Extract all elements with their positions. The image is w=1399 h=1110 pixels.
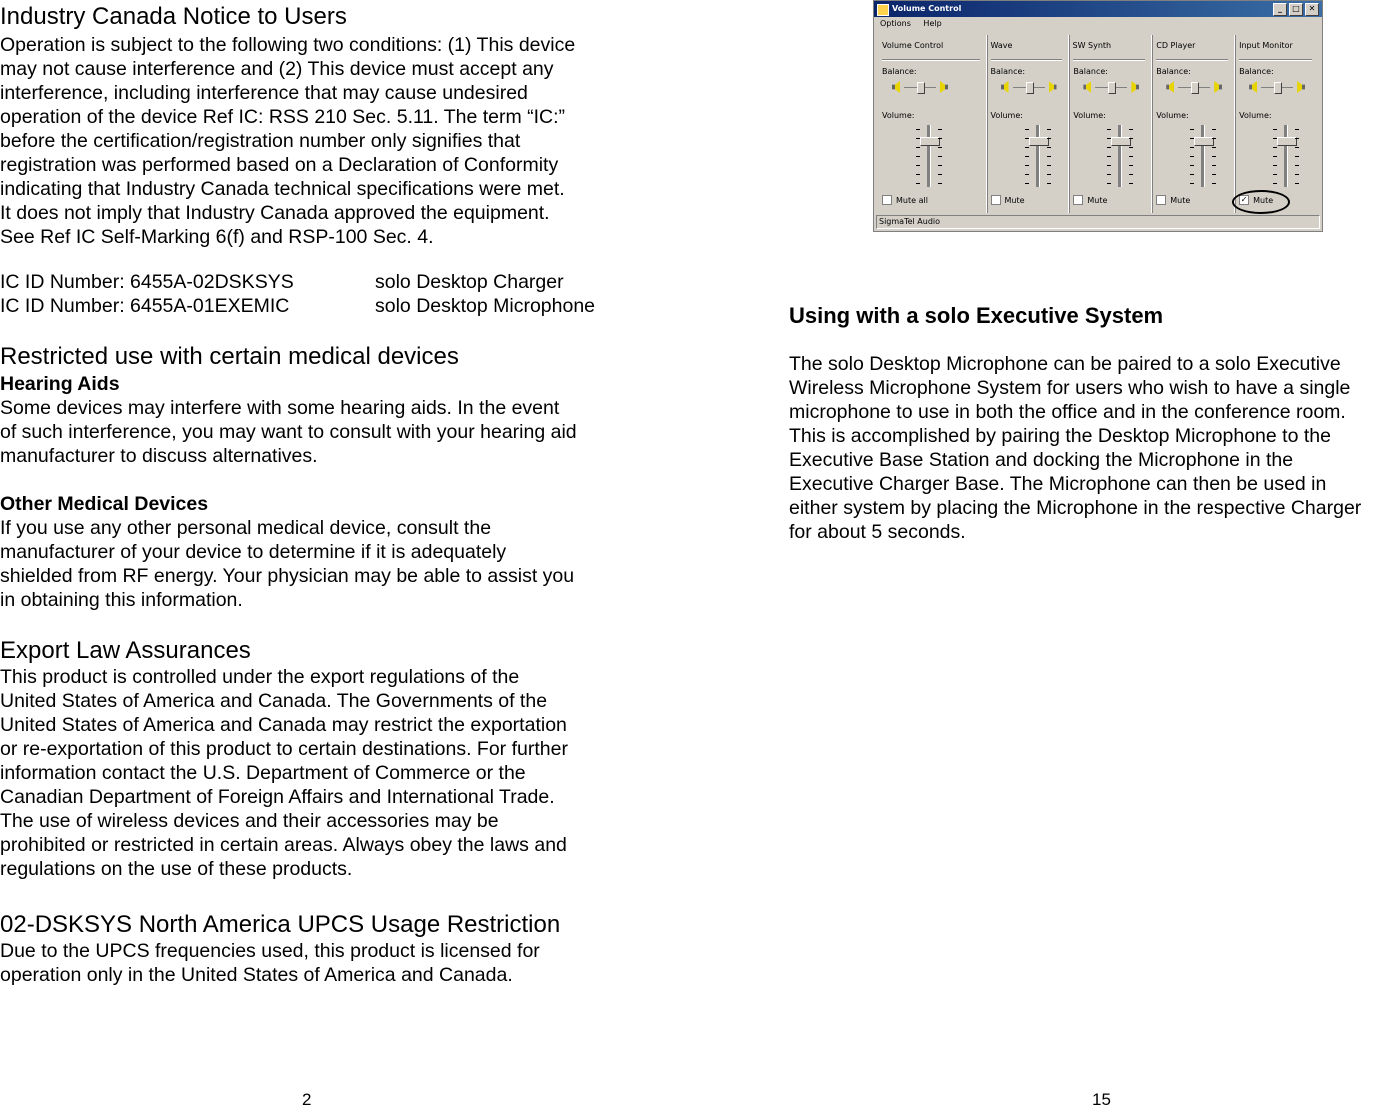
slider-tick	[916, 174, 920, 175]
mute-checkbox[interactable]	[1073, 195, 1107, 205]
slider-tick	[1295, 147, 1299, 148]
speaker-right-icon	[1049, 81, 1057, 93]
mixer-column-input-monitor	[1235, 35, 1318, 213]
balance-label: Balance:	[990, 67, 1026, 76]
mute-label: Mute	[1087, 195, 1108, 205]
checkbox-box[interactable]	[1073, 195, 1083, 205]
volume-slider[interactable]	[1188, 125, 1218, 187]
slider-tick	[1107, 129, 1111, 130]
ic-id-description: solo Desktop Microphone	[375, 295, 596, 317]
column-name: Input Monitor	[1239, 41, 1293, 50]
restricted-use-heading: Restricted use with certain medical devices	[0, 343, 459, 370]
page-number: 15	[1092, 1090, 1111, 1109]
slider-tick	[1129, 147, 1133, 148]
volume-thumb[interactable]	[1277, 137, 1297, 146]
slider-tick	[1212, 129, 1216, 130]
ic-id-description: solo Desktop Charger	[375, 271, 564, 293]
checkbox-box[interactable]	[1156, 195, 1166, 205]
slider-tick	[1273, 174, 1277, 175]
slider-tick	[1129, 183, 1133, 184]
speaker-left-icon	[1249, 81, 1257, 93]
column-name: Wave	[990, 41, 1013, 50]
checkbox-box-checked[interactable]: ✓	[1240, 195, 1248, 204]
menu-help[interactable]: Help	[923, 19, 942, 28]
slider-tick	[1025, 156, 1029, 157]
industry-canada-heading: Industry Canada Notice to Users	[0, 3, 347, 30]
speaker-right-icon	[1131, 81, 1139, 93]
slider-tick	[1107, 147, 1111, 148]
slider-tick	[916, 183, 920, 184]
slider-tick	[1107, 165, 1111, 166]
slider-tick	[1190, 138, 1194, 139]
menu-bar	[874, 17, 1322, 31]
volume-slider[interactable]	[914, 125, 944, 187]
slider-tick	[1273, 147, 1277, 148]
slider-tick	[1212, 156, 1216, 157]
slider-tick	[1047, 147, 1051, 148]
slider-tick	[1212, 138, 1216, 139]
status-bar: SigmaTel Audio	[876, 215, 1320, 229]
balance-slider[interactable]	[1166, 81, 1222, 95]
speaker-icon	[877, 4, 889, 16]
slider-tick	[1212, 165, 1216, 166]
balance-thumb[interactable]	[1108, 82, 1116, 94]
slider-tick	[938, 165, 942, 166]
volume-thumb[interactable]	[1111, 137, 1131, 146]
minimize-button[interactable]: _	[1273, 3, 1287, 16]
mute-checkbox[interactable]	[1156, 195, 1190, 205]
mute-all-checkbox[interactable]	[882, 195, 928, 205]
balance-thumb[interactable]	[1191, 82, 1199, 94]
volume-label: Volume:	[1073, 111, 1106, 120]
slider-tick	[1190, 174, 1194, 175]
maximize-button[interactable]: □	[1289, 3, 1303, 16]
slider-tick	[1190, 147, 1194, 148]
slider-tick	[1295, 183, 1299, 184]
slider-tick	[1273, 129, 1277, 130]
slider-tick	[1190, 156, 1194, 157]
slider-tick	[1025, 138, 1029, 139]
slider-tick	[1047, 138, 1051, 139]
speaker-right-icon	[1297, 81, 1305, 93]
slider-tick	[1295, 138, 1299, 139]
slider-tick	[1025, 165, 1029, 166]
speaker-left-icon	[1001, 81, 1009, 93]
checkbox-box[interactable]	[991, 195, 1001, 205]
slider-tick	[1025, 129, 1029, 130]
slider-tick	[916, 156, 920, 157]
volume-label: Volume:	[990, 111, 1023, 120]
slider-tick	[1107, 183, 1111, 184]
mute-label: Mute	[1170, 195, 1191, 205]
column-name: SW Synth	[1072, 41, 1112, 50]
balance-slider[interactable]	[892, 81, 948, 95]
export-law-heading: Export Law Assurances	[0, 637, 251, 664]
upcs-text: Due to the UPCS frequencies used, this product is licensed for operation only in the United States of America and Canada.	[0, 940, 540, 986]
speaker-right-icon	[1214, 81, 1222, 93]
volume-label: Volume:	[882, 111, 915, 120]
column-name: CD Player	[1156, 41, 1196, 50]
mute-label: Mute	[1253, 195, 1274, 205]
volume-thumb[interactable]	[920, 137, 940, 146]
ic-id-number: IC ID Number: 6455A-01EXEMIC	[0, 295, 290, 317]
mixer-column-cd-player	[1152, 35, 1235, 213]
slider-tick	[1190, 129, 1194, 130]
ic-id-row	[0, 270, 640, 294]
close-button[interactable]: ✕	[1305, 3, 1319, 16]
volume-slider[interactable]	[1023, 125, 1053, 187]
slider-tick	[1129, 129, 1133, 130]
window-title: Volume Control	[892, 4, 962, 13]
balance-thumb[interactable]	[1026, 82, 1034, 94]
slider-tick	[938, 147, 942, 148]
using-solo-text: The solo Desktop Microphone can be paired to a solo Executive Wireless Microphone System for users who wish to have a single microphone to use in both the office and in the conference room. This is accomplished by pairing the Desktop Microphone to the Executive Base Station and docking the Microphone in the Executive Charger Base. The Microphone can then be used in either system by placing the Microphone in the respective Charger for about 5 seconds.	[789, 353, 1362, 543]
slider-tick	[1295, 129, 1299, 130]
speaker-left-icon	[1166, 81, 1174, 93]
slider-tick	[938, 138, 942, 139]
speaker-left-icon	[892, 81, 900, 93]
slider-tick	[1129, 174, 1133, 175]
slider-tick	[1047, 156, 1051, 157]
hearing-aids-heading: Hearing Aids	[0, 373, 120, 395]
slider-tick	[938, 174, 942, 175]
mixer-column-sw-synth	[1069, 35, 1152, 213]
other-medical-text: If you use any other personal medical device, consult the manufacturer of your device to determine if it is adequately shielded from RF energy. Your physician may be able to assist you in obtaining this information.	[0, 517, 575, 611]
page-number: 2	[302, 1090, 312, 1109]
mixer-column-wave	[987, 35, 1112, 213]
slider-tick	[1025, 147, 1029, 148]
title-bar	[874, 1, 1322, 17]
slider-tick	[916, 129, 920, 130]
slider-tick	[1273, 165, 1277, 166]
slider-tick	[1273, 156, 1277, 157]
slider-tick	[938, 156, 942, 157]
volume-slider[interactable]	[1271, 125, 1301, 187]
slider-tick	[1047, 129, 1051, 130]
balance-slider[interactable]	[1001, 81, 1057, 95]
hearing-aids-text: Some devices may interfere with some hearing aids. In the event of such interference, you may want to consult with your hearing aid manufacturer to discuss alternatives.	[0, 397, 577, 467]
balance-label: Balance:	[882, 67, 917, 76]
slider-tick	[1025, 174, 1029, 175]
upcs-heading: 02-DSKSYS North America UPCS Usage Restriction	[0, 911, 561, 938]
checkbox-box[interactable]	[882, 195, 892, 205]
slider-tick	[1025, 183, 1029, 184]
slider-tick	[916, 165, 920, 166]
slider-tick	[916, 138, 920, 139]
using-solo-heading: Using with a solo Executive System	[789, 303, 1164, 328]
export-law-text: This product is controlled under the export regulations of the United States of America and Canada. The Governments of the United States of America and Canada may restrict the exportation or re-exportation of this product to certain destinations. For further information contact the U.S. Department of Commerce or the Canadian Department of Foreign Affairs and International Trade. The use of wireless devices and their accessories may be prohibited or restricted in certain areas. Always obey the laws and regulations on the use of these products.	[0, 666, 568, 880]
slider-tick	[1295, 174, 1299, 175]
slider-tick	[1129, 165, 1133, 166]
slider-tick	[1212, 183, 1216, 184]
highlight-circle	[1232, 190, 1290, 214]
slider-tick	[1295, 156, 1299, 157]
slider-tick	[1190, 165, 1194, 166]
slider-tick	[1295, 165, 1299, 166]
slider-tick	[1273, 183, 1277, 184]
balance-thumb[interactable]	[917, 82, 925, 94]
menu-options[interactable]: Options	[880, 19, 911, 28]
slider-tick	[1047, 183, 1051, 184]
mute-checkbox[interactable]	[991, 195, 1025, 205]
slider-tick	[1273, 138, 1277, 139]
slider-tick	[1212, 174, 1216, 175]
volume-label: Volume:	[1239, 111, 1272, 120]
balance-slider[interactable]	[1083, 81, 1139, 95]
mute-label: Mute	[1004, 195, 1025, 205]
slider-tick	[1107, 138, 1111, 139]
balance-label: Balance:	[1156, 67, 1191, 76]
slider-tick	[1047, 174, 1051, 175]
volume-thumb[interactable]	[1194, 137, 1214, 146]
slider-tick	[1129, 138, 1133, 139]
slider-tick	[938, 183, 942, 184]
slider-tick	[1129, 156, 1133, 157]
balance-label: Balance:	[1239, 67, 1274, 76]
column-name: Volume Control	[882, 41, 944, 50]
slider-tick	[1212, 147, 1216, 148]
mute-label: Mute all	[896, 195, 928, 205]
slider-tick	[1107, 174, 1111, 175]
mixer-columns	[878, 35, 1318, 213]
speaker-right-icon	[940, 81, 948, 93]
balance-label: Balance:	[1073, 67, 1108, 76]
volume-thumb[interactable]	[1029, 137, 1049, 146]
ic-id-row	[0, 294, 640, 318]
ic-id-number: IC ID Number: 6455A-02DSKSYS	[0, 271, 294, 293]
volume-slider[interactable]	[1105, 125, 1135, 187]
mixer-column-volume-control	[878, 35, 987, 213]
industry-canada-text: Operation is subject to the following two conditions: (1) This device may not cause interference and (2) This device must accept any interference, including interference that may cause undesired operation of the device Ref IC: RSS 210 Sec. 5.11. The term “IC:” before the certification/registration number only signifies that registration was performed based on a Declaration of Conformity indicating that Industry Canada technical specifications were met. It does not imply that Industry Canada approved the equipment. See Ref IC Self-Marking 6(f) and RSP-100 Sec. 4.	[0, 34, 576, 248]
slider-tick	[938, 129, 942, 130]
slider-tick	[1107, 156, 1111, 157]
slider-tick	[1047, 165, 1051, 166]
other-medical-heading: Other Medical Devices	[0, 493, 209, 515]
volume-label: Volume:	[1156, 111, 1189, 120]
slider-tick	[916, 147, 920, 148]
balance-slider[interactable]	[1249, 81, 1305, 95]
speaker-left-icon	[1083, 81, 1091, 93]
balance-thumb[interactable]	[1274, 82, 1282, 94]
slider-tick	[1190, 183, 1194, 184]
